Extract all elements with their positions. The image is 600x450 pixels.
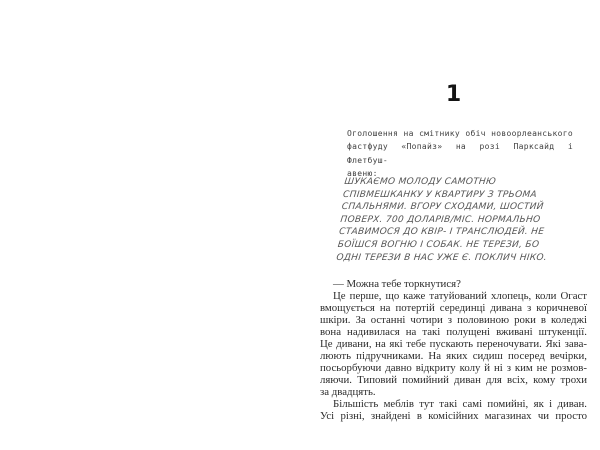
handwritten-roommate-ad (336, 176, 587, 264)
body-text-line: вмощується на потертій серединці дивана з коричневої (320, 302, 587, 314)
handwritten-ad-line: СПАЛЬНЯМИ. ВГОРУ СХОДАМИ, ШОСТИЙ (341, 202, 545, 213)
body-text-line: люють підручниками. На яких сидиш посеред вечірки, (320, 350, 587, 362)
body-text-line: Це дивани, на які тебе пускають переночувати. Які зава- (320, 338, 587, 350)
body-text (320, 278, 587, 422)
body-text-line: Усі різні, знайдені в комісійних магазинах чи просто (320, 410, 587, 422)
body-text-line: шкіри. За останні чотири з половиною роки в коледжі (320, 314, 587, 326)
body-text-line: ляючи. Типовий помийний диван для всіх, кому трохи (320, 374, 587, 386)
epigraph-line: фастфуду «Попайз» на розі Парксайд і Флетбуш- (347, 142, 573, 165)
chapter-number: 1 (445, 82, 462, 107)
handwritten-ad-line: СПІВМЕШКАНКУ У КВАРТИРУ З ТРЬОМА (342, 189, 538, 200)
epigraph-line: авеню: (347, 169, 378, 179)
body-text-line: — Можна тебе торкнутися? (333, 278, 461, 290)
body-text-line: посьорбуючи давно відкриту колу й ні з ким не розмов- (320, 362, 587, 374)
body-text-line: вона надивилася на такі полущені вживані штукенції. (320, 326, 587, 338)
epigraph-line: Оголошення на смітнику обіч новоорлеанського (347, 129, 573, 138)
handwritten-ad-line: БОЇШСЯ ВОГНЮ І СОБАК. НЕ ТЕРЕЗИ, БО (337, 239, 540, 250)
body-text-line: Більшість меблів тут такі самі помийні, як і диван. (333, 398, 587, 410)
handwritten-ad-line: ШУКАЄМО МОЛОДУ САМОТНЮ (343, 177, 497, 187)
handwritten-ad-line: СТАВИМОСЯ ДО КВІР- І ТРАНСЛЮДЕЙ. НЕ (338, 227, 545, 238)
body-text-line: Це перше, що каже татуйований хлопець, коли Огаст (333, 290, 587, 302)
epigraph-typewriter-text (347, 127, 573, 181)
body-text-line: за двадцять. (320, 386, 376, 398)
right-text-page (300, 0, 600, 450)
handwritten-ad-line: ПОВЕРХ. 700 ДОЛАРІВ/МІС. НОРМАЛЬНО (339, 214, 541, 225)
handwritten-ad-line: ОДНІ ТЕРЕЗИ В НАС УЖЕ Є. ПОКЛИЧ НІКО. (335, 252, 548, 263)
